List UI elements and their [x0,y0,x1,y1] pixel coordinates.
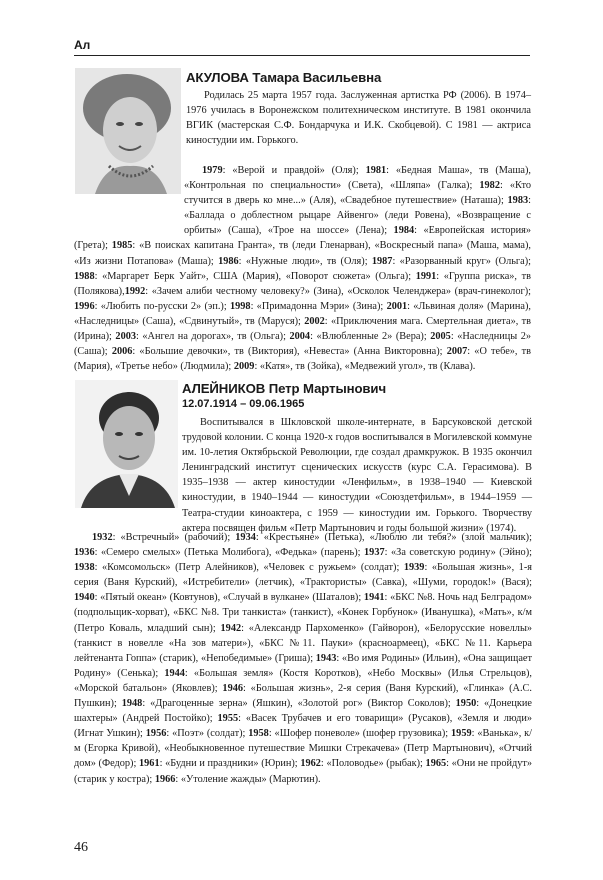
film-year: 1948 [121,698,143,710]
film-year: 1944 [164,667,185,679]
film-year: 1950 [455,698,477,710]
film-list-text: : «Драгоценные зерна» (Яшкин), «Золотой рог» (Виктор Соколов); [142,698,456,710]
film-list-text: : «Пятый океан» (Ковтунов), «Случай в вулкане» (Шаталов); [94,592,364,604]
film-year: 1955 [217,713,239,725]
film-list-text: : «Большая жизнь», 2-я серия (Ваня Курский), «Глинка» (А.С. Пушкин); [74,682,532,710]
film-list-text: : «Они не пройдут» (старик у костра); [74,758,533,785]
film-year: 1961 [139,758,160,770]
film-list-text: : «Наследницы 2» (Саша); [74,331,532,358]
entry-name-aleynikov: АЛЕЙНИКОВ Петр Мартынович [182,381,386,396]
film-year: 1965 [425,758,447,770]
bio-akulova [186,88,531,148]
film-list-text: : «Большая земля» (Костя Коротков), «Небо Москвы» (Илья Стрельцов), «Морской батальон» (Яковлев); [74,667,532,694]
film-year: 2001 [386,300,408,312]
film-list-text: : «Семеро смелых» (Петька Молибога), «Федька» (парень); [94,547,365,559]
film-list-text: : «Александр Пархоменко» (Гайворон), «Белорусские новеллы» (танкист в новелле «На зов матери»), «БКС №11. Пауки» (красноармеец), «БКС №11. Карьера лейтенанта Гоппа» (старик), «Непобедимые» (Гриша); [74,622,533,664]
film-year: 2005 [430,331,451,343]
film-year: 1981 [365,165,387,176]
film-list-text: : «Ванька», к/м (Егорка Кривой), «Необыкновенное путешествие Мишки Стрекачева» (Петр Мартынович), «Отчий дом» (Федор); [74,728,532,770]
page-number: 46 [74,840,88,855]
film-year: 2006 [111,346,133,358]
film-year: 1932 [92,532,113,543]
film-list-text: : «Васек Трубачев и его товарищи» (Русаков), «Земля и люди» (Игнат Ушкин); [74,713,532,740]
film-list-text: : «Львиная доля» (Марина), «Наследницы» (Саша), «Сдвинутый», тв (Маруся); [74,300,531,327]
filmography-text [74,530,532,787]
film-year: 2003 [115,331,137,343]
film-list-text: : «В поисках капитана Гранта», тв (леди Гленарван), «Воскресный папа» (Маша, мама), «Из жизни Потапова» (Маша); [74,240,531,267]
photo-wrap-space [74,163,184,226]
film-year: 1996 [74,300,95,312]
film-list-text: : «Любить по-русски 2» (эп.); [94,300,230,312]
film-list-text: : «Комсомольск» (Петр Алейников), «Человек с ружьем» (солдат); [94,562,404,574]
film-year: 1941 [363,592,385,604]
film-year: 1946 [222,682,244,694]
film-list-text: : «Во имя Родины» (Ильин), «Она защищает Родину» (Сенька); [74,652,532,679]
film-list-text: : «Утоление жажды» (Марютин). [175,773,321,785]
film-list-text: : «Нужные люди», тв (Оля); [238,255,372,267]
film-list-text: : «Шофер поневоле» (шофер грузовика); [268,728,452,740]
film-list-text: : «БКС №8. Ночь над Белградом» (подпольщик-хорват), «БКС №8. Три танкиста» (танкист), «Конек Горбунок» (Иванушка), «Мать», к/м (Петро Коваль, младший сын); [74,592,532,634]
film-year: 1942 [220,622,242,634]
film-list-text: : «Большие девочки», тв (Виктория), «Невеста» (Анна Викторовна); [132,346,447,358]
film-year: 1988 [74,270,95,282]
film-list-text: : «Зачем алиби честному человеку?» (Зина), «Осколок Челенджера» (врач-гинеколог); [145,285,531,297]
header-letters: Ал [74,38,91,52]
bio-aleynikov [182,415,532,536]
film-list-text: : «Ангел на дорогах», тв (Ольга); [136,331,290,343]
film-year: 1984 [393,225,415,237]
filmography-akulova [74,163,531,374]
film-year: 1958 [248,728,269,740]
bio-text: Родилась 25 марта 1957 года. Заслуженная артистка РФ (2006). В 1974–1976 училась в Воронежском политехническом институте. В 1981 окончила ВГИК (мастерская С.Ф. Бондарчука и И.К. Скобцевой). С 1981 — актриса киностудии им. Горького. [186,90,531,147]
film-list-text: : «Бедная Маша», тв (Маша), «Контрольная по специальности» (Света), «Шляпа» (Галка); [184,165,531,192]
film-list-text: : «Примадонна Мэри» (Зина); [250,300,387,312]
film-list-text: : «Встречный» (рабочий); [112,532,236,543]
film-list-text: : «Будни и праздники» (Юрин); [159,758,301,770]
film-year: 1979 [202,165,223,176]
film-list-text: : «Верой и правдой» (Оля); [222,165,366,176]
bio-text: Воспитывался в Шкловской школе-интернате, в Барсуковской детской трудовой колонии. С конца 1920-х годов воспитывался в Могилевской коммуне им. 10-летия Октябрьской Революции, где создал драмкружок. В 1935 окончил Ленинградский институт сценических искусств (курс С.А. Герасимова). В 1935–1938 — актер киностудии «Ленфильм», в 1938–1940 — Киевской киностудии, в 1940–1944 — киностудии «Союздетфильм», в 1944–1959 — Театра-студии киноактера, с 1959 — киностудии им. Горького. Творчеству актера посвящен фильм «Петр Мартынович и годы большой жизни» (1974). [182,417,532,534]
entry-name-akulova: АКУЛОВА Тамара Васильевна [186,70,382,85]
film-year: 2009 [233,361,255,373]
film-year: 1943 [315,652,337,664]
film-list-text: : «Донецкие шахтеры» (Андрей Постойко); [74,698,533,725]
film-list-text: : «Маргарет Берк Уайт», США (Мария), «Поворот сюжета» (Ольга); [94,270,416,282]
running-header [74,38,530,56]
film-year: 1982 [479,180,500,192]
film-year: 1940 [74,592,95,604]
film-list-text: : «Большая жизнь», 1-я серия (Ваня Курский), «Истребители» (летчик), «Трактористы» (Савка), «Шуми, городок!» (Вася); [74,562,532,589]
film-list-text: : «Европейская история» (Грета); [74,225,531,252]
film-year: 1939 [403,562,425,574]
film-list-text: : «Крестьяне» (Петька), «Люблю ли тебя?» (злой мальчик); [255,532,532,543]
film-list-text: : «Кто стучится в дверь ко мне...» (Аля), «Свадебное путешествие» (Наташа); [184,180,531,207]
film-year: 1936 [74,547,95,559]
film-list-text: : «Баллада о доблестном рыцаре Айвенго» (леди Ровена), «Возвращение с орбиты» (Саша), «Трое на шоссе» (Лена); [184,195,531,237]
film-year: 1934 [235,532,256,543]
film-year: 1959 [451,728,472,740]
film-year: 1956 [145,728,167,740]
film-year: 1985 [111,240,133,252]
film-year: 1987 [371,255,393,267]
film-year: 2007 [446,346,468,358]
film-list-text: : «Разорванный круг» (Ольга); [392,255,531,267]
film-list-text: : «Группа риска», тв (Полякова), [74,270,531,297]
film-year: 1962 [300,758,321,770]
film-year: 1937 [364,547,385,559]
film-list-text: : «Влюбленные 2» (Вера); [310,331,431,343]
film-year: 1938 [74,562,95,574]
film-list-text: : «Приключения мага. Смертельная диета», тв (Ирина); [74,315,531,343]
life-dates: 12.07.1914 – 09.06.1965 [182,398,305,410]
film-year: 1986 [218,255,239,267]
film-list-text: : «За советскую родину» (Эйно); [384,547,532,559]
film-year: 1998 [229,300,251,312]
film-year: 1966 [154,773,176,785]
film-year: 2004 [289,331,311,343]
portrait-photo-aleynikov [75,380,178,508]
film-list-text: : «Катя», тв (Зойка), «Медвежий угол», тв (Клава). [254,361,476,373]
film-year: 1992 [124,285,146,297]
film-year: 1983 [507,195,529,207]
film-year: 2002 [304,315,325,327]
film-list-text: : «Поэт» (солдат); [166,728,249,740]
film-list-text: : «О тебе», тв (Мария), «Третье небо» (Людмила); [74,346,532,373]
film-year: 1991 [415,270,437,282]
filmography-aleynikov [74,530,532,787]
film-list-text: : «Половодье» (рыбак); [320,758,426,770]
